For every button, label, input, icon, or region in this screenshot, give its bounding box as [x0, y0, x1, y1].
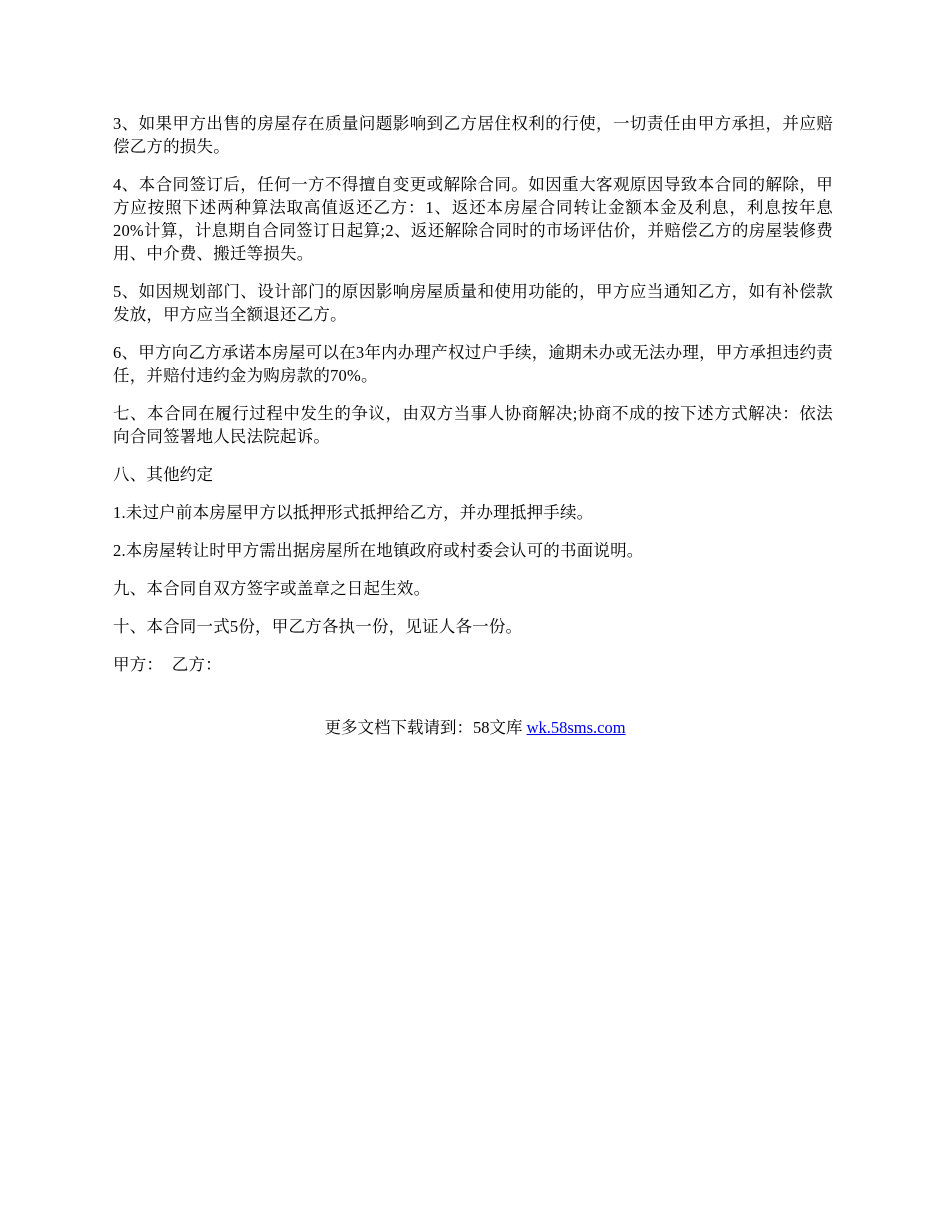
- agreement-item-1: 1.未过户前本房屋甲方以抵押形式抵押给乙方，并办理抵押手续。: [113, 503, 594, 522]
- section-8-heading: 八、其他约定: [113, 465, 214, 484]
- section-9: 九、本合同自双方签字或盖章之日起生效。: [113, 579, 431, 598]
- document-body: [113, 112, 833, 691]
- agreement-item-2: 2.本房屋转让时甲方需出据房屋所在地镇政府或村委会认可的书面说明。: [113, 541, 644, 560]
- section-7: 七、本合同在履行过程中发生的争议，由双方当事人协商解决;协商不成的按下述方式解决：依法向合同签署地人民法院起诉。: [113, 404, 833, 446]
- section-10: 十、本合同一式5份，甲乙方各执一份，见证人各一份。: [113, 617, 523, 636]
- footer-text: 更多文档下载请到：58文库: [324, 718, 527, 737]
- clause-6: 6、甲方向乙方承诺本房屋可以在3年内办理产权过户手续，逾期未办或无法办理，甲方承担违约责任，并赔付违约金为购房款的70%。: [113, 343, 833, 385]
- signature-line: 甲方： 乙方：: [113, 655, 222, 674]
- download-footer: [0, 716, 950, 739]
- clause-4: 4、本合同签订后，任何一方不得擅自变更或解除合同。如因重大客观原因导致本合同的解除，甲方应按照下述两种算法取高值返还乙方：1、返还本房屋合同转让金额本金及利息，利息按年息20%计算，计息期自合同签订日起算;2、返还解除合同时的市场评估价，并赔偿乙方的房屋装修费用、中介费、搬迁等损失。: [113, 175, 833, 263]
- footer-link[interactable]: wk.58sms.com: [526, 718, 626, 737]
- clause-5: 5、如因规划部门、设计部门的原因影响房屋质量和使用功能的，甲方应当通知乙方，如有补偿款发放，甲方应当全额退还乙方。: [113, 282, 833, 324]
- clause-3: 3、如果甲方出售的房屋存在质量问题影响到乙方居住权利的行使，一切责任由甲方承担，并应赔偿乙方的损失。: [113, 114, 833, 156]
